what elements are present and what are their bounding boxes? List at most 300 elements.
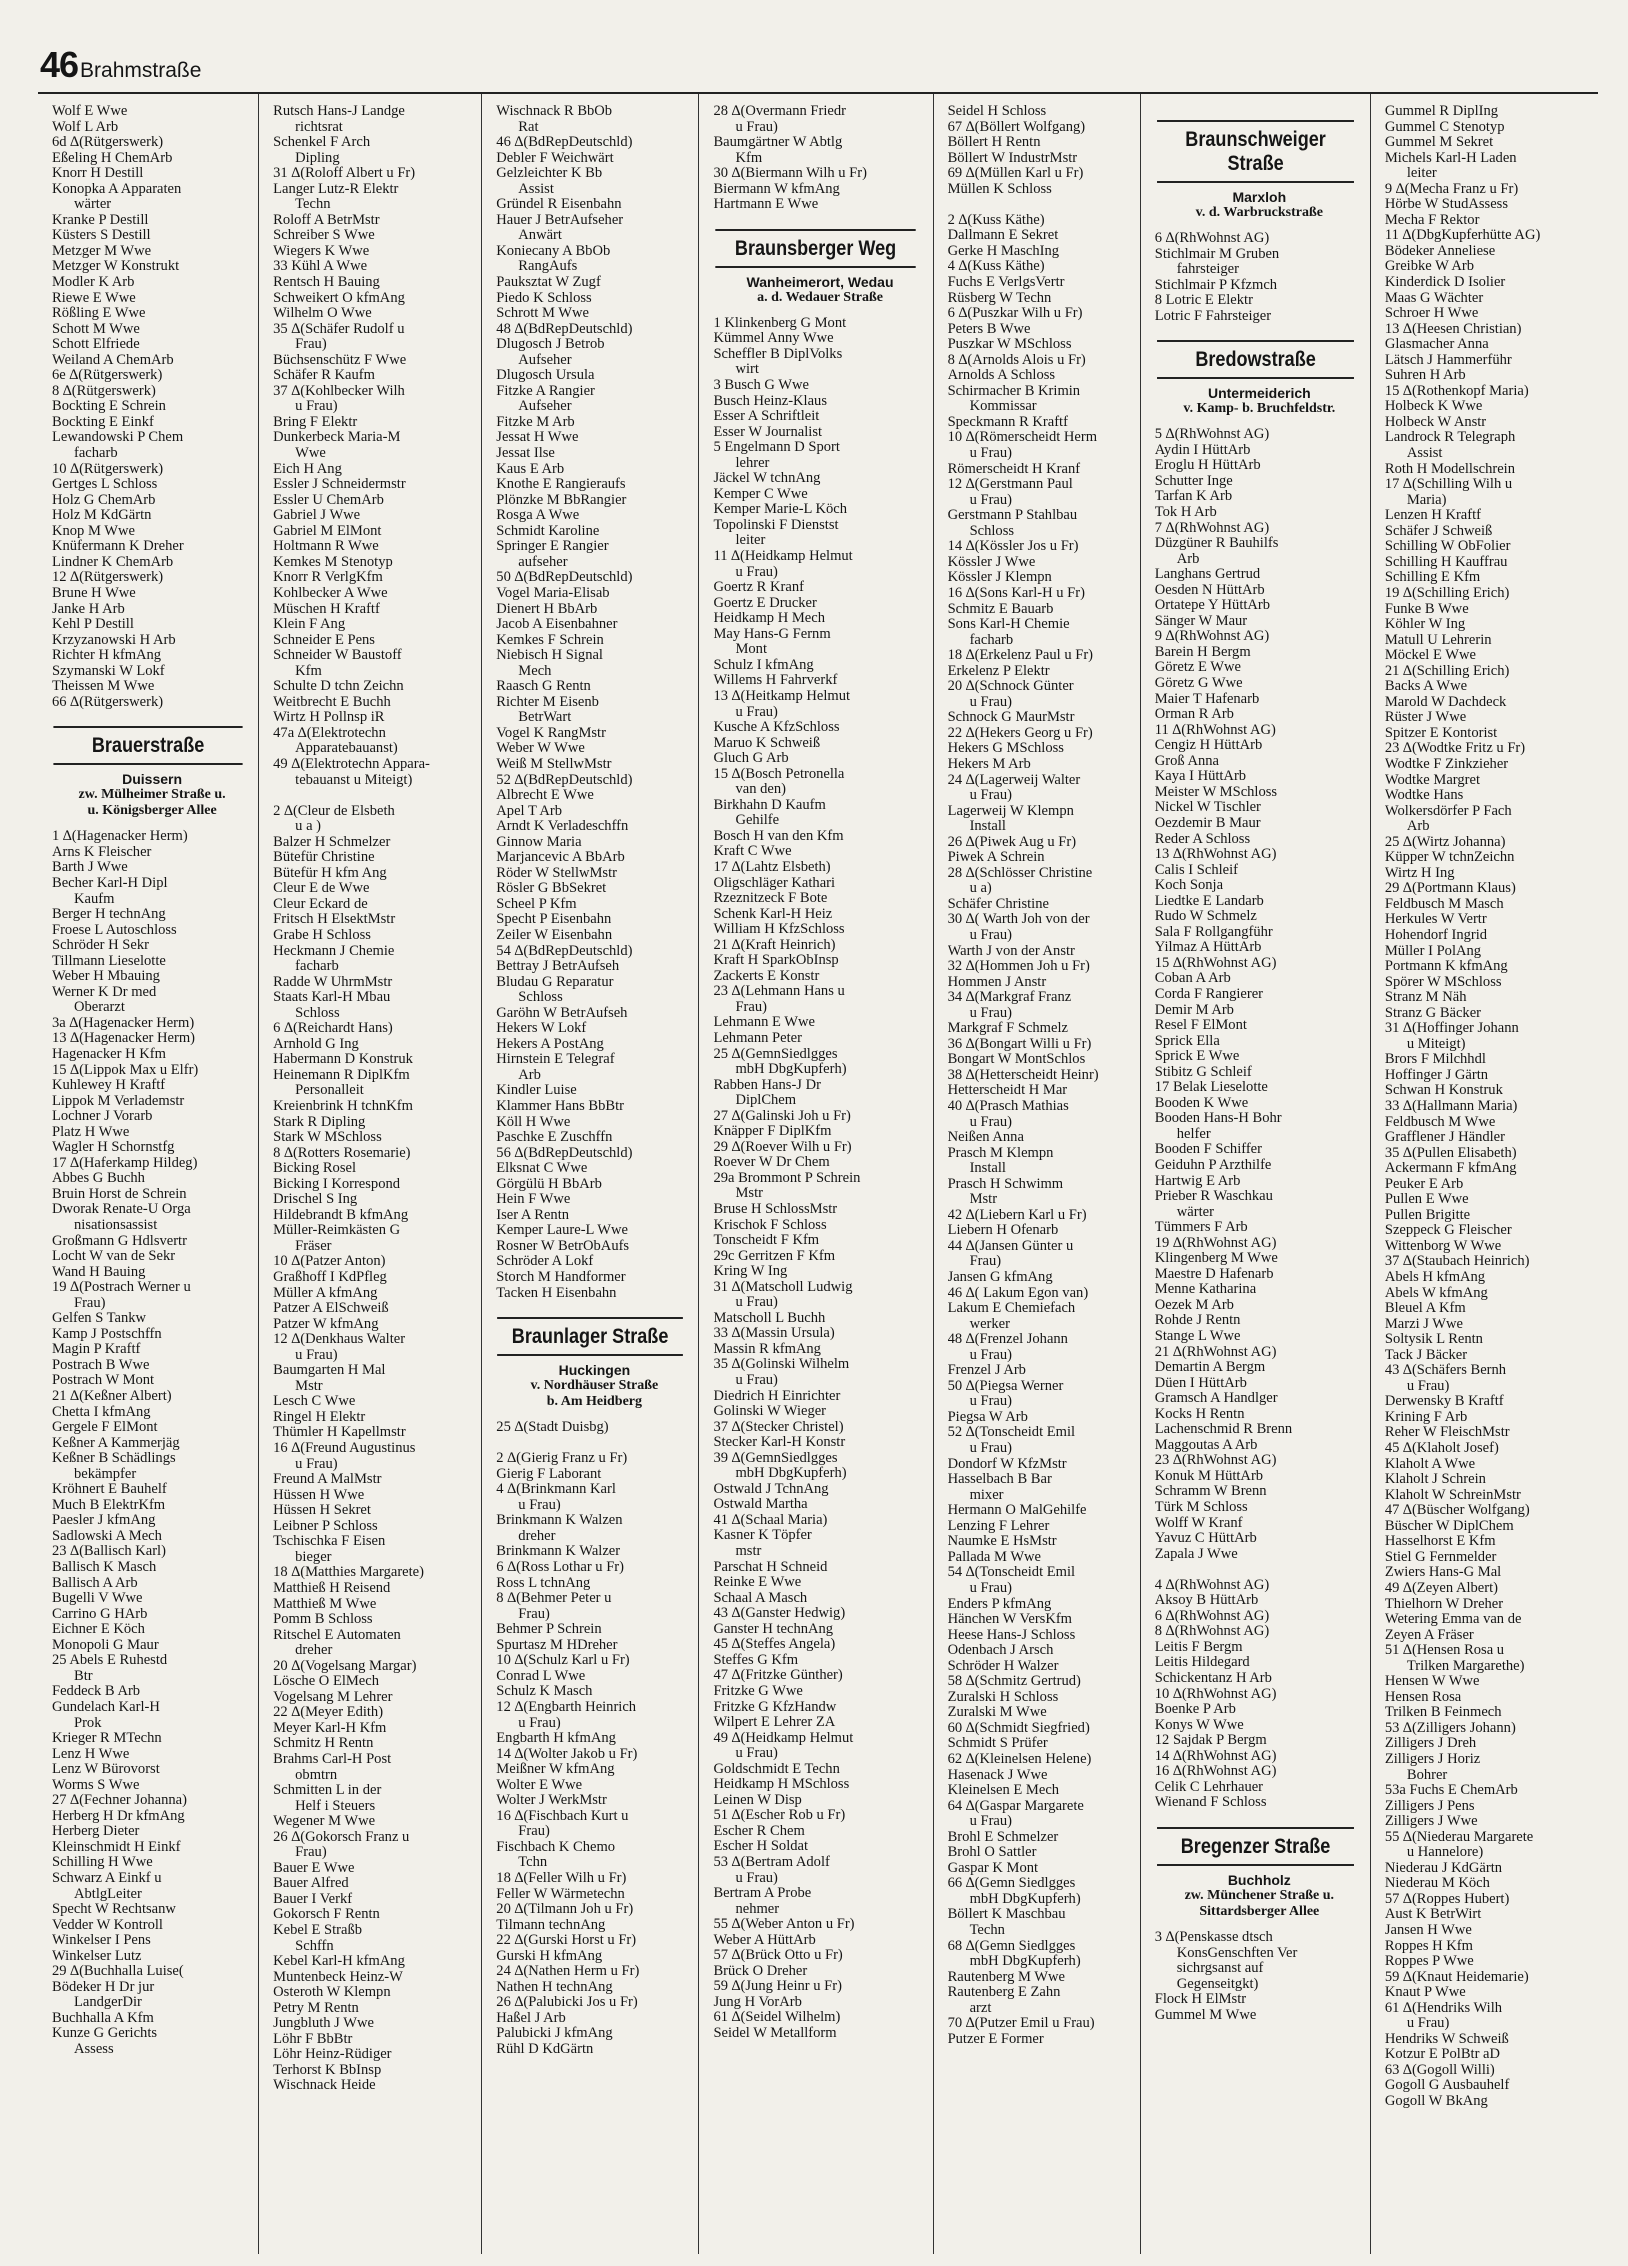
resident-entry: Kaus E Arb (496, 461, 565, 477)
resident-entry: Jung H VorArb (713, 1994, 802, 2010)
resident-entry: Bugelli V Wwe (52, 1591, 143, 1607)
resident-entry: 2 ∆(Cleur de Elsbeth (273, 803, 395, 819)
entry-continuation: u Frau) (969, 492, 1012, 508)
street-extent-line: b. Am Heidberg (546, 1394, 643, 1410)
resident-entry: Specht P Eisenbahn (496, 912, 612, 928)
resident-entry: Ballisch A Arb (52, 1575, 138, 1591)
resident-entry: 37 ∆(Staubach Heinrich) (1384, 1254, 1530, 1270)
resident-entry: 17 ∆(Schilling Wilh u (1384, 477, 1513, 493)
resident-entry: Kusche A KfzSchloss (713, 720, 840, 736)
resident-entry: Lehmann E Wwe (713, 1015, 815, 1031)
resident-entry: Neißen Anna (947, 1130, 1024, 1146)
resident-entry: Gundelach Karl-H (52, 1699, 160, 1715)
resident-entry: Wolter E Wwe (496, 1777, 583, 1793)
resident-entry: Weber A HüttArb (713, 1932, 816, 1948)
column-6 (1140, 94, 1370, 2254)
resident-entry: Gabriel J Wwe (273, 508, 361, 524)
resident-entry: Bockting E Einkf (52, 414, 154, 430)
resident-entry: Dondorf W KfzMstr (947, 1456, 1067, 1472)
resident-entry: Römerscheidt H Kranf (947, 461, 1081, 477)
resident-entry: Piwek A Schrein (947, 850, 1045, 866)
entry-continuation: wirt (735, 362, 759, 378)
resident-entry: Petry M Rentn (273, 2000, 359, 2016)
column-7 (1370, 94, 1598, 2254)
resident-entry: Nickel W Tischler (1154, 800, 1261, 816)
entry-continuation: u Hannelore) (1406, 1845, 1484, 1861)
resident-entry: Feldbusch M Masch (1384, 896, 1504, 912)
resident-entry: 3 Busch G Wwe (713, 378, 809, 394)
resident-entry: Stiel G Fernmelder (1384, 1549, 1497, 1565)
entry-continuation: fahrsteiger (1176, 262, 1239, 278)
entry-continuation: u Frau) (969, 1394, 1012, 1410)
resident-entry: Gogoll W BkAng (1384, 2094, 1488, 2109)
resident-entry: Flock H ElMstr (1154, 1992, 1247, 2008)
resident-entry: Gummel R DiplIng (1384, 104, 1499, 119)
entry-continuation: Rat (518, 119, 539, 135)
resident-entry: 41 ∆(Schaal Maria) (713, 1512, 828, 1528)
resident-entry: Reinke E Wwe (713, 1575, 802, 1591)
resident-entry: 21 ∆(Schilling Erich) (1384, 663, 1510, 679)
resident-entry: 22 ∆(Meyer Edith) (273, 1705, 384, 1721)
resident-entry: Herberg H Dr kfmAng (52, 1808, 185, 1824)
resident-entry: 19 ∆(RhWohnst AG) (1154, 1235, 1277, 1251)
resident-entry: Müller I PolAng (1384, 943, 1482, 959)
resident-entry: 3 ∆(Penskasse dtsch (1154, 1929, 1273, 1945)
resident-entry: Hekers A PostAng (496, 1036, 604, 1052)
resident-entry: 4 ∆(Kuss Käthe) (947, 259, 1045, 275)
resident-entry: Essler J Schneidermstr (273, 477, 406, 493)
resident-entry: Wodtke Hans (1384, 788, 1464, 804)
resident-entry: Essler U ChemArb (273, 492, 384, 508)
resident-entry: 27 ∆(Fechner Johanna) (52, 1793, 187, 1809)
resident-entry: Gluch G Arb (713, 751, 789, 767)
resident-entry: 54 ∆(Tonscheidt Emil (947, 1565, 1076, 1581)
entry-continuation: Assess (74, 2041, 114, 2057)
resident-entry: Kring W Ing (713, 1264, 788, 1280)
resident-entry: Booden K Wwe (1154, 1095, 1249, 1111)
resident-entry: Keßner B Schädlings (52, 1451, 176, 1467)
resident-entry: Jansen H Wwe (1384, 1922, 1472, 1938)
street-extent (713, 290, 926, 306)
resident-entry: Berger H technAng (52, 907, 166, 923)
resident-entry: Much B ElektrKfm (52, 1497, 166, 1513)
resident-entry: 25 ∆(GemnSiedlgges (713, 1046, 838, 1062)
resident-entry: 24 ∆(Lagerweij Walter (947, 772, 1081, 788)
resident-entry: Rohde J Rentn (1154, 1313, 1241, 1329)
resident-entry: Greibke W Arb (1384, 259, 1475, 275)
resident-entry: Sons Karl-H Chemie (947, 617, 1070, 633)
resident-entry: Kemper Laure-L Wwe (496, 1223, 628, 1239)
entry-continuation: u Frau) (969, 446, 1012, 462)
street-heading: Bredowstraße (1157, 340, 1354, 379)
resident-entry: Bödeker H Dr jur (52, 1979, 155, 1995)
resident-entry: Postrach W Mont (52, 1373, 155, 1389)
resident-entry: 20 ∆(Vogelsang Margar) (273, 1658, 417, 1674)
resident-entry: Esser A Schriftleit (713, 409, 820, 425)
page-number: 46 (40, 44, 79, 85)
entry-continuation: u Frau) (735, 1746, 778, 1762)
resident-entry: Arnhold G Ing (273, 1036, 359, 1052)
resident-entry: Glasmacher Anna (1384, 337, 1489, 353)
resident-entry: Wolf L Arb (52, 119, 119, 135)
resident-entry: Schweikert O kfmAng (273, 290, 405, 306)
resident-entry: Wolff W Kranf (1154, 1515, 1243, 1531)
resident-entry: Rößling E Wwe (52, 306, 146, 322)
resident-entry: Paesler J kfmAng (52, 1513, 156, 1529)
resident-entry: Eich H Ang (273, 461, 342, 477)
entry-continuation: Gegenseitgkt) (1176, 1976, 1259, 1992)
resident-entry: Weiß M StellwMstr (496, 756, 612, 772)
resident-entry: Hasenack J Wwe (947, 1767, 1048, 1783)
resident-entry: Postrach B Wwe (52, 1357, 150, 1373)
resident-entry: Hasselbach B Bar (947, 1472, 1052, 1488)
resident-entry: 23 ∆(Lehmann Hans u (713, 984, 845, 1000)
resident-entry: 63 ∆(Gogoll Willi) (1384, 2062, 1495, 2078)
resident-entry: Goldschmidt E Techn (713, 1761, 840, 1777)
resident-entry: Modler K Arb (52, 275, 135, 291)
resident-entry: Rüster J Wwe (1384, 710, 1467, 726)
resident-entry: Bruse H SchlossMstr (713, 1202, 838, 1217)
resident-entry: Tilmann technAng (496, 1917, 606, 1933)
resident-entry: Weiland A ChemArb (52, 352, 174, 368)
resident-entry: Krining F Arb (1384, 1409, 1468, 1425)
resident-entry: Richter H kfmAng (52, 648, 162, 664)
resident-entry: 18 ∆(Matthies Margarete) (273, 1565, 424, 1581)
resident-entry: Parschat H Schneid (713, 1559, 828, 1575)
resident-entry: Riewe E Wwe (52, 290, 136, 306)
resident-entry: Hendriks W Schweiß (1384, 2031, 1509, 2047)
resident-entry: 10 ∆(Rütgerswerk) (52, 461, 164, 477)
resident-entry: Geiduhn P Arzthilfe (1154, 1157, 1272, 1173)
resident-entry: Schott Elfriede (52, 337, 140, 353)
resident-entry: Herberg Dieter (52, 1824, 140, 1840)
resident-entry: Kuhlewey H Kraftf (52, 1078, 166, 1094)
entry-continuation: u Frau) (969, 1580, 1012, 1596)
resident-entry: 66 ∆(Rütgerswerk) (52, 694, 164, 710)
resident-entry: Schäfer R Kaufm (273, 368, 375, 384)
resident-entry: Kranke P Destill (52, 212, 149, 228)
resident-entry: Osteroth W Klempn (273, 1985, 391, 2001)
resident-entry: Fritzke G KfzHandw (713, 1699, 837, 1715)
resident-entry: Graßhoff I KdPfleg (273, 1270, 387, 1286)
resident-entry: Schneider W Baustoff (273, 648, 402, 664)
resident-entry: Prasch H Schwimm (947, 1176, 1064, 1192)
resident-entry: Wodtke F Zinkzieher (1384, 756, 1509, 772)
resident-entry: Weber H Mbauing (52, 969, 160, 985)
resident-entry: Bring F Elektr (273, 414, 358, 430)
resident-entry: Görgülü H BbArb (496, 1176, 602, 1192)
resident-entry: Hüssen H Wwe (273, 1487, 365, 1503)
resident-entry: 20 ∆(Schnock Günter (947, 679, 1074, 695)
resident-entry: 19 ∆(Schilling Erich) (1384, 585, 1510, 601)
resident-entry: Szeppeck G Fleischer (1384, 1223, 1512, 1239)
resident-entry: Szymanski W Lokf (52, 663, 165, 679)
entry-continuation: bekämpfer (74, 1466, 137, 1482)
resident-entry: Roever W Dr Chem (713, 1155, 830, 1171)
resident-entry: Oezek M Arb (1154, 1297, 1234, 1313)
resident-entry: Maestre D Hafenarb (1154, 1266, 1274, 1282)
resident-entry: 5 ∆(RhWohnst AG) (1154, 427, 1270, 443)
resident-entry: 8 ∆(Rotters Rosemarie) (273, 1145, 411, 1161)
entry-continuation: Arb (518, 1067, 541, 1083)
resident-entry: Heinemann R DiplKfm (273, 1067, 410, 1083)
resident-entry: Dallmann E Sekret (947, 228, 1059, 244)
entry-continuation: Mont (735, 642, 767, 658)
entry-continuation: Schloss (518, 990, 563, 1006)
resident-entry: Schrott M Wwe (496, 306, 589, 322)
resident-entry: 19 ∆(Postrach Werner u (52, 1280, 191, 1296)
resident-entry: Peters B Wwe (947, 321, 1031, 337)
resident-entry: Topolinski F Dienstst (713, 517, 839, 533)
resident-entry: Jessat H Wwe (496, 430, 579, 446)
resident-entry: Vogel Maria-Elisab (496, 585, 610, 601)
resident-entry: Ostwald Martha (713, 1497, 808, 1513)
page-title: Brahmstraße (80, 59, 202, 82)
resident-entry: Zeyen A Fräser (1384, 1627, 1474, 1643)
resident-entry: Ringel H Elektr (273, 1409, 366, 1425)
resident-entry: 6 ∆(RhWohnst AG) (1154, 1608, 1270, 1624)
resident-entry: Hein F Wwe (496, 1192, 571, 1208)
resident-entry: Conrad L Wwe (496, 1668, 586, 1684)
entry-continuation: dreher (295, 1643, 333, 1659)
street-extent (52, 787, 252, 819)
entry-continuation: u Frau) (969, 694, 1012, 710)
entry-continuation: Tchn (518, 1855, 548, 1871)
street-extent-line: zw. Münchener Straße u. (1184, 1887, 1335, 1903)
resident-entry: Gramsch A Handlger (1154, 1391, 1278, 1407)
resident-entry: 23 ∆(Ballisch Karl) (52, 1544, 166, 1560)
resident-entry: Stark W MSchloss (273, 1130, 382, 1146)
resident-entry: Wirtz H Ing (1384, 865, 1455, 881)
resident-entry: 21 ∆(Kraft Heinrich) (713, 937, 836, 953)
resident-entry: Lachenschmid R Brenn (1154, 1422, 1293, 1438)
resident-entry: Langhans Gertrud (1154, 567, 1261, 583)
entry-continuation: u Frau) (969, 1114, 1012, 1130)
resident-entry: Habermann D Konstruk (273, 1052, 413, 1068)
resident-entry: Corda F Rangierer (1154, 986, 1264, 1002)
resident-entry: Gründel R Eisenbahn (496, 197, 622, 213)
resident-entry: Vedder W Kontroll (52, 1917, 163, 1933)
entry-continuation: mstr (735, 1544, 762, 1560)
resident-entry: Wischnack Heide (273, 2078, 376, 2094)
resident-entry: Platz H Wwe (52, 1124, 130, 1140)
resident-entry: 61 ∆(Seidel Wilhelm) (713, 2010, 841, 2026)
resident-entry: 26 ∆(Palubicki Jos u Fr) (496, 1995, 638, 2011)
entry-continuation: Aufseher (518, 399, 572, 415)
entry-continuation: Frau) (969, 1254, 1002, 1270)
entry-continuation: Schloss (969, 523, 1015, 539)
resident-entry: Spurtasz M HDreher (496, 1637, 618, 1653)
resident-entry: Stranz G Bäcker (1384, 1005, 1482, 1021)
resident-entry: Debler F Weichwärt (496, 150, 614, 166)
entry-continuation: u Miteigt) (1406, 1036, 1466, 1052)
entry-continuation: AbtlgLeiter (74, 1886, 142, 1902)
resident-entry: Plönzke M BbRangier (496, 492, 627, 508)
resident-entry: 12 Sajdak P Bergm (1154, 1733, 1267, 1749)
entry-continuation: Kaufm (74, 891, 115, 907)
resident-entry: Escher H Soldat (713, 1839, 809, 1855)
resident-entry: Kebel Karl-H kfmAng (273, 1954, 405, 1970)
resident-entry: Esser W Journalist (713, 424, 823, 440)
street-extent-line: v. Kamp- b. Bruchfeldstr. (1183, 401, 1336, 417)
resident-entry: 6d ∆(Rütgerswerk) (52, 135, 164, 151)
entry-continuation: u Frau) (735, 1870, 778, 1886)
resident-entry: Springer E Rangier (496, 539, 609, 555)
resident-entry: Kindler Luise (496, 1083, 577, 1099)
resident-entry: Coban A Arb (1154, 971, 1231, 987)
resident-entry: 35 ∆(Schäfer Rudolf u (273, 321, 405, 337)
resident-entry: 48 ∆(Frenzel Johann (947, 1332, 1068, 1348)
resident-entry: Schutter Inge (1154, 473, 1233, 489)
resident-entry: Storch M Handformer (496, 1270, 626, 1286)
resident-entry: Hohendorf Ingrid (1384, 927, 1488, 943)
resident-entry: 23 ∆(Wodtke Fritz u Fr) (1384, 741, 1526, 757)
resident-entry: Kleinelsen E Mech (947, 1783, 1060, 1799)
resident-entry: Albrecht E Wwe (496, 788, 594, 804)
resident-entry: Abels W kfmAng (1384, 1285, 1488, 1301)
resident-entry: Massin R kfmAng (713, 1341, 821, 1357)
resident-entry: Fuchs E VerlgsVertr (947, 275, 1065, 291)
entry-continuation: werker (969, 1316, 1010, 1332)
resident-entry: Sprick Ella (1154, 1033, 1220, 1049)
resident-entry: Metzger W Konstrukt (52, 259, 180, 275)
resident-entry: Niebisch H Signal (496, 648, 603, 664)
resident-entry: Löhr F BbBtr (273, 2031, 353, 2047)
resident-entry: Birkhahn D Kaufm (713, 797, 826, 813)
resident-entry: 29a Brommont P Schrein (713, 1170, 861, 1186)
entry-continuation: u Frau) (969, 1441, 1012, 1457)
resident-entry: Kemkes F Schrein (496, 632, 604, 648)
entry-spacer (1155, 1562, 1364, 1578)
resident-entry: 12 ∆(Engbarth Heinrich (496, 1699, 637, 1715)
resident-entry: 38 ∆(Hetterscheidt Heinr) (947, 1067, 1099, 1083)
entry-continuation: u Frau) (295, 1456, 338, 1472)
resident-entry: 33 Kühl A Wwe (273, 259, 368, 275)
resident-entry: Arns K Fleischer (52, 844, 152, 860)
resident-entry: Worms S Wwe (52, 1777, 140, 1793)
entry-continuation: Install (969, 819, 1006, 835)
resident-entry: Jacob A Eisenbahner (496, 617, 618, 633)
resident-entry: Rösler G BbSekret (496, 881, 607, 897)
resident-entry: Tacken H Eisenbahn (496, 1285, 617, 1301)
resident-entry: Wittenborg W Wwe (1384, 1238, 1502, 1254)
resident-entry: Liebern H Ofenarb (947, 1223, 1059, 1239)
resident-entry: Lenz H Wwe (52, 1746, 130, 1762)
resident-entry: Metzger M Wwe (52, 243, 152, 259)
resident-entry: Koch Sonja (1154, 878, 1224, 894)
entry-continuation: Btr (74, 1668, 93, 1684)
resident-entry: Sprick E Wwe (1154, 1049, 1240, 1065)
resident-entry: Köll H Wwe (496, 1114, 571, 1130)
resident-entry: 15 ∆(Rothenkopf Maria) (1384, 383, 1529, 399)
resident-entry: 8 ∆(Rütgerswerk) (52, 383, 156, 399)
entry-continuation: Mstr (295, 1378, 323, 1394)
resident-entry: Biermann W kfmAng (713, 181, 840, 197)
resident-entry: Piegsa W Arb (947, 1409, 1028, 1425)
entry-continuation: facharb (969, 632, 1014, 648)
resident-entry: Heese Hans-J Schloss (947, 1627, 1076, 1643)
resident-entry: Hasselhorst E Kfm (1384, 1534, 1496, 1550)
entry-continuation: u Frau) (735, 564, 778, 580)
resident-entry: 21 ∆(Keßner Albert) (52, 1389, 172, 1405)
resident-entry: Tack J Bäcker (1384, 1347, 1468, 1363)
resident-entry: Rautenberg E Zahn (947, 1985, 1061, 2001)
resident-entry: Enders P kfmAng (947, 1596, 1052, 1612)
resident-entry: 30 ∆( Warth Joh von der (947, 912, 1090, 928)
resident-entry: Brohl E Schmelzer (947, 1829, 1059, 1845)
resident-entry: Wischnack R BbOb (496, 104, 613, 119)
street-extent-line: v. Nordhäuser Straße (530, 1378, 659, 1394)
resident-entry: Tarfan K Arb (1154, 489, 1233, 505)
resident-entry: Hüssen H Sekret (273, 1503, 371, 1519)
resident-entry: Kraft H SparkObInsp (713, 953, 839, 969)
entry-continuation: Fräser (295, 1238, 332, 1254)
resident-entry: 49 ∆(Elektrotechn Appara- (273, 756, 430, 772)
resident-entry: Elksnat C Wwe (496, 1161, 588, 1177)
resident-entry: Stark R Dipling (273, 1114, 366, 1130)
resident-entry: Oligschläger Kathari (713, 875, 836, 891)
resident-entry: Mecha F Rektor (1384, 212, 1480, 228)
resident-entry: Klaholt J Schrein (1384, 1472, 1486, 1488)
resident-entry: Fritsch H ElsektMstr (273, 912, 396, 928)
entry-continuation: sichrgsanst auf (1176, 1961, 1264, 1977)
resident-entry: Pullen E Wwe (1384, 1192, 1469, 1208)
street-extent (1155, 1888, 1364, 1920)
resident-entry: Knäpper F DiplKfm (713, 1124, 832, 1140)
entry-spacer (496, 1436, 692, 1452)
resident-entry: Schnock G MaurMstr (947, 710, 1075, 726)
entry-continuation: u Frau) (295, 1347, 338, 1363)
street-extent (1155, 401, 1364, 417)
resident-entry: Göretz E Wwe (1154, 660, 1241, 676)
resident-entry: 31 ∆(Matscholl Ludwig (713, 1279, 853, 1295)
resident-entry: Kohlbecker A Wwe (273, 585, 388, 601)
resident-entry: 54 ∆(BdRepDeutschld) (496, 943, 633, 959)
resident-entry: Staats Karl-H Mbau (273, 990, 391, 1006)
resident-entry: Derwensky B Kraftf (1384, 1394, 1504, 1410)
resident-entry: Barein H Bergm (1154, 644, 1251, 660)
entry-continuation: Assist (1406, 446, 1443, 462)
column-5 (933, 94, 1140, 2254)
resident-entry: Zuralski H Schloss (947, 1689, 1059, 1705)
resident-entry: 24 ∆(Nathen Herm u Fr) (496, 1964, 640, 1980)
resident-entry: 15 ∆(Lippok Max u Elfr) (52, 1062, 199, 1078)
resident-entry: 16 ∆(Fischbach Kurt u (496, 1808, 629, 1824)
resident-entry: 64 ∆(Gaspar Margarete (947, 1798, 1084, 1814)
entry-continuation: Frau) (735, 999, 767, 1015)
entry-continuation: obmtrn (295, 1767, 338, 1783)
resident-entry: 4 ∆(RhWohnst AG) (1154, 1577, 1270, 1593)
resident-entry: 2 ∆(Gierig Franz u Fr) (496, 1451, 628, 1467)
resident-entry: Schilling H Wwe (52, 1855, 153, 1871)
resident-entry: Booden F Schiffer (1154, 1142, 1262, 1158)
entry-continuation: mbH DbgKupferh) (735, 1466, 847, 1482)
column-4 (698, 94, 932, 2254)
resident-entry: 59 ∆(Knaut Heidemarie) (1384, 1969, 1529, 1985)
resident-entry: Baumgarten H Mal (273, 1363, 386, 1379)
resident-entry: Booden Hans-H Bohr (1154, 1111, 1282, 1127)
resident-entry: Wetering Emma van de (1384, 1612, 1522, 1628)
resident-entry: Kaya I HüttArb (1154, 769, 1247, 785)
entry-continuation: u Frau) (1406, 2016, 1450, 2032)
resident-entry: Tümmers F Arb (1154, 1220, 1248, 1236)
entry-continuation: Arb (1176, 551, 1200, 567)
entry-continuation: aufseher (518, 554, 568, 570)
resident-entry: Suhren H Arb (1384, 368, 1466, 384)
resident-entry: 36 ∆(Bongart Willi u Fr) (947, 1036, 1092, 1052)
resident-entry: Wolter J WerkMstr (496, 1793, 607, 1809)
resident-entry: 14 ∆(Kössler Jos u Fr) (947, 539, 1079, 555)
